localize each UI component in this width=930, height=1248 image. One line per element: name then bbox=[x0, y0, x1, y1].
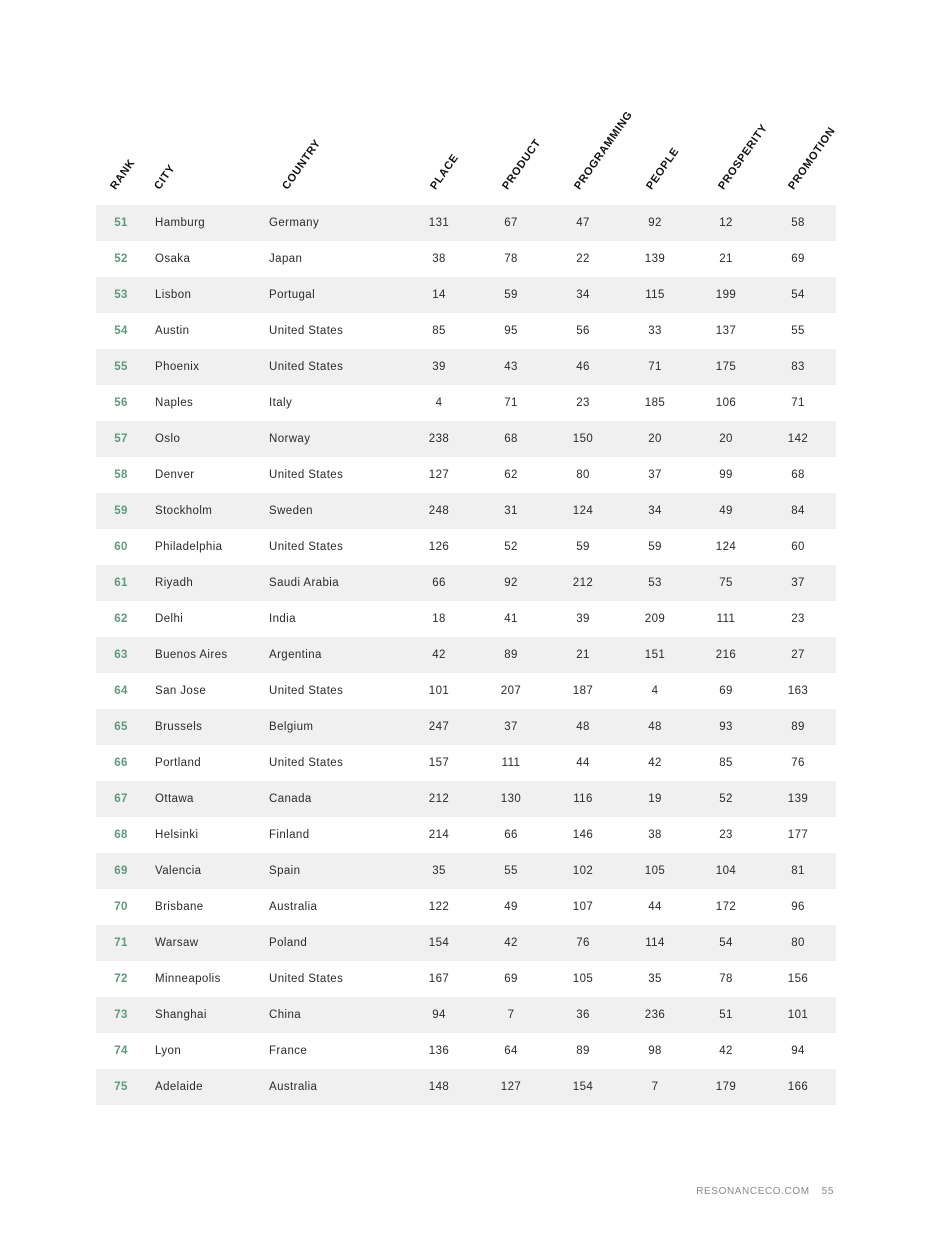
rank-cell: 66 bbox=[114, 757, 128, 769]
table-row bbox=[96, 889, 836, 925]
city-cell: Osaka bbox=[155, 253, 191, 265]
table-row bbox=[96, 1069, 836, 1105]
city-cell: Lyon bbox=[155, 1045, 182, 1057]
place-cell: 126 bbox=[428, 541, 450, 553]
country-cell: Norway bbox=[269, 433, 311, 445]
column-header-product: PRODUCT bbox=[500, 137, 544, 192]
prosperity-cell: 124 bbox=[715, 541, 737, 553]
programming-cell: 80 bbox=[576, 469, 590, 481]
country-cell: Belgium bbox=[269, 721, 314, 733]
people-cell: 44 bbox=[648, 901, 662, 913]
table-row bbox=[96, 637, 836, 673]
promotion-cell: 94 bbox=[791, 1045, 805, 1057]
product-cell: 37 bbox=[504, 721, 518, 733]
programming-cell: 22 bbox=[576, 253, 590, 265]
country-cell: Australia bbox=[269, 901, 318, 913]
country-cell: United States bbox=[269, 469, 344, 481]
programming-cell: 34 bbox=[576, 289, 590, 301]
programming-cell: 154 bbox=[572, 1081, 594, 1093]
promotion-cell: 76 bbox=[791, 757, 805, 769]
country-cell: Sweden bbox=[269, 505, 313, 517]
promotion-cell: 81 bbox=[791, 865, 805, 877]
footer-site: RESONANCECO.COM bbox=[696, 1186, 810, 1197]
programming-cell: 105 bbox=[572, 973, 594, 985]
programming-cell: 47 bbox=[576, 217, 590, 229]
country-cell: United States bbox=[269, 685, 344, 697]
place-cell: 122 bbox=[428, 901, 450, 913]
place-cell: 136 bbox=[428, 1045, 450, 1057]
people-cell: 98 bbox=[648, 1045, 662, 1057]
people-cell: 71 bbox=[648, 361, 662, 373]
table-row bbox=[96, 961, 836, 997]
product-cell: 127 bbox=[500, 1081, 522, 1093]
promotion-cell: 27 bbox=[791, 649, 805, 661]
country-cell: Australia bbox=[269, 1081, 318, 1093]
promotion-cell: 23 bbox=[791, 613, 805, 625]
product-cell: 68 bbox=[504, 433, 518, 445]
city-cell: Hamburg bbox=[155, 217, 206, 229]
table-row bbox=[96, 781, 836, 817]
place-cell: 238 bbox=[428, 433, 450, 445]
programming-cell: 36 bbox=[576, 1009, 590, 1021]
rank-cell: 65 bbox=[114, 721, 128, 733]
country-cell: France bbox=[269, 1045, 308, 1057]
table-row bbox=[96, 709, 836, 745]
rank-cell: 57 bbox=[114, 433, 128, 445]
promotion-cell: 142 bbox=[787, 433, 809, 445]
prosperity-cell: 75 bbox=[719, 577, 733, 589]
prosperity-cell: 179 bbox=[715, 1081, 737, 1093]
product-cell: 67 bbox=[504, 217, 518, 229]
programming-cell: 59 bbox=[576, 541, 590, 553]
promotion-cell: 71 bbox=[791, 397, 805, 409]
rank-cell: 72 bbox=[114, 973, 128, 985]
prosperity-cell: 137 bbox=[715, 325, 737, 337]
prosperity-cell: 104 bbox=[715, 865, 737, 877]
product-cell: 43 bbox=[504, 361, 518, 373]
city-cell: Austin bbox=[155, 325, 190, 337]
column-header-rank: RANK bbox=[108, 157, 138, 192]
country-cell: China bbox=[269, 1009, 302, 1021]
product-cell: 207 bbox=[500, 685, 522, 697]
table-row bbox=[96, 313, 836, 349]
prosperity-cell: 12 bbox=[719, 217, 733, 229]
rank-cell: 52 bbox=[114, 253, 128, 265]
promotion-cell: 37 bbox=[791, 577, 805, 589]
people-cell: 42 bbox=[648, 757, 662, 769]
rank-cell: 61 bbox=[114, 577, 128, 589]
people-cell: 20 bbox=[648, 433, 662, 445]
table-row bbox=[96, 241, 836, 277]
country-cell: India bbox=[269, 613, 296, 625]
promotion-cell: 96 bbox=[791, 901, 805, 913]
product-cell: 111 bbox=[501, 757, 521, 769]
people-cell: 38 bbox=[648, 829, 662, 841]
place-cell: 4 bbox=[435, 397, 443, 409]
country-cell: Japan bbox=[269, 253, 303, 265]
people-cell: 34 bbox=[648, 505, 662, 517]
place-cell: 42 bbox=[432, 649, 446, 661]
place-cell: 127 bbox=[428, 469, 450, 481]
rank-cell: 62 bbox=[114, 613, 128, 625]
city-cell: Stockholm bbox=[155, 505, 213, 517]
country-cell: Saudi Arabia bbox=[269, 577, 340, 589]
product-cell: 130 bbox=[500, 793, 522, 805]
rank-cell: 73 bbox=[114, 1009, 128, 1021]
city-cell: Valencia bbox=[155, 865, 202, 877]
promotion-cell: 69 bbox=[791, 253, 805, 265]
programming-cell: 48 bbox=[576, 721, 590, 733]
city-cell: San Jose bbox=[155, 685, 207, 697]
programming-cell: 89 bbox=[576, 1045, 590, 1057]
programming-cell: 39 bbox=[576, 613, 590, 625]
programming-cell: 146 bbox=[572, 829, 594, 841]
people-cell: 37 bbox=[648, 469, 662, 481]
country-cell: Argentina bbox=[269, 649, 322, 661]
product-cell: 66 bbox=[504, 829, 518, 841]
city-cell: Denver bbox=[155, 469, 195, 481]
people-cell: 114 bbox=[645, 937, 665, 949]
table-row bbox=[96, 457, 836, 493]
prosperity-cell: 69 bbox=[719, 685, 733, 697]
city-cell: Oslo bbox=[155, 433, 181, 445]
place-cell: 248 bbox=[428, 505, 450, 517]
promotion-cell: 68 bbox=[791, 469, 805, 481]
table-row bbox=[96, 601, 836, 637]
product-cell: 59 bbox=[504, 289, 518, 301]
prosperity-cell: 199 bbox=[715, 289, 737, 301]
prosperity-cell: 106 bbox=[715, 397, 737, 409]
city-cell: Naples bbox=[155, 397, 194, 409]
programming-cell: 44 bbox=[576, 757, 590, 769]
promotion-cell: 54 bbox=[791, 289, 805, 301]
promotion-cell: 60 bbox=[791, 541, 805, 553]
city-cell: Phoenix bbox=[155, 361, 200, 373]
country-cell: Canada bbox=[269, 793, 312, 805]
programming-cell: 102 bbox=[572, 865, 594, 877]
people-cell: 53 bbox=[648, 577, 662, 589]
city-cell: Riyadh bbox=[155, 577, 194, 589]
prosperity-cell: 23 bbox=[719, 829, 733, 841]
people-cell: 59 bbox=[648, 541, 662, 553]
rank-cell: 56 bbox=[114, 397, 128, 409]
prosperity-cell: 172 bbox=[715, 901, 737, 913]
table-row bbox=[96, 1033, 836, 1069]
product-cell: 71 bbox=[504, 397, 518, 409]
table-row bbox=[96, 853, 836, 889]
city-cell: Brussels bbox=[155, 721, 203, 733]
city-cell: Philadelphia bbox=[155, 541, 223, 553]
place-cell: 85 bbox=[432, 325, 446, 337]
column-header-programming: PROGRAMMING bbox=[572, 109, 636, 192]
people-cell: 33 bbox=[648, 325, 662, 337]
page-number: 55 bbox=[821, 1186, 834, 1197]
table-row bbox=[96, 673, 836, 709]
rank-cell: 55 bbox=[114, 361, 128, 373]
rank-cell: 60 bbox=[114, 541, 128, 553]
product-cell: 7 bbox=[507, 1009, 515, 1021]
product-cell: 31 bbox=[504, 505, 518, 517]
place-cell: 66 bbox=[432, 577, 446, 589]
place-cell: 212 bbox=[428, 793, 450, 805]
prosperity-cell: 99 bbox=[719, 469, 733, 481]
prosperity-cell: 78 bbox=[719, 973, 733, 985]
product-cell: 41 bbox=[504, 613, 518, 625]
place-cell: 247 bbox=[428, 721, 450, 733]
place-cell: 18 bbox=[432, 613, 446, 625]
country-cell: United States bbox=[269, 541, 344, 553]
programming-cell: 21 bbox=[576, 649, 590, 661]
people-cell: 35 bbox=[648, 973, 662, 985]
people-cell: 7 bbox=[651, 1081, 659, 1093]
people-cell: 151 bbox=[644, 649, 666, 661]
people-cell: 236 bbox=[644, 1009, 666, 1021]
table-row bbox=[96, 205, 836, 241]
place-cell: 101 bbox=[428, 685, 450, 697]
country-cell: United States bbox=[269, 361, 344, 373]
product-cell: 92 bbox=[504, 577, 518, 589]
product-cell: 49 bbox=[504, 901, 518, 913]
programming-cell: 56 bbox=[576, 325, 590, 337]
people-cell: 139 bbox=[644, 253, 666, 265]
promotion-cell: 156 bbox=[787, 973, 809, 985]
place-cell: 131 bbox=[428, 217, 450, 229]
table-header bbox=[96, 0, 839, 204]
people-cell: 19 bbox=[648, 793, 662, 805]
column-header-country: COUNTRY bbox=[280, 137, 324, 192]
place-cell: 148 bbox=[428, 1081, 450, 1093]
promotion-cell: 89 bbox=[791, 721, 805, 733]
rank-cell: 59 bbox=[114, 505, 128, 517]
prosperity-cell: 54 bbox=[719, 937, 733, 949]
prosperity-cell: 20 bbox=[719, 433, 733, 445]
programming-cell: 116 bbox=[573, 793, 593, 805]
place-cell: 94 bbox=[432, 1009, 446, 1021]
country-cell: Poland bbox=[269, 937, 308, 949]
promotion-cell: 84 bbox=[791, 505, 805, 517]
programming-cell: 76 bbox=[576, 937, 590, 949]
promotion-cell: 177 bbox=[787, 829, 809, 841]
place-cell: 214 bbox=[428, 829, 450, 841]
place-cell: 167 bbox=[428, 973, 450, 985]
rank-cell: 69 bbox=[114, 865, 128, 877]
rank-cell: 58 bbox=[114, 469, 128, 481]
country-cell: Germany bbox=[269, 217, 320, 229]
promotion-cell: 163 bbox=[787, 685, 809, 697]
rank-cell: 75 bbox=[114, 1081, 128, 1093]
place-cell: 157 bbox=[428, 757, 450, 769]
product-cell: 52 bbox=[504, 541, 518, 553]
product-cell: 55 bbox=[504, 865, 518, 877]
table-row bbox=[96, 277, 836, 313]
table-row bbox=[96, 925, 836, 961]
place-cell: 14 bbox=[432, 289, 446, 301]
rank-cell: 54 bbox=[114, 325, 128, 337]
table-row bbox=[96, 817, 836, 853]
rank-cell: 63 bbox=[114, 649, 128, 661]
prosperity-cell: 49 bbox=[719, 505, 733, 517]
promotion-cell: 80 bbox=[791, 937, 805, 949]
city-cell: Shanghai bbox=[155, 1009, 207, 1021]
rank-cell: 64 bbox=[114, 685, 128, 697]
page-footer bbox=[696, 1186, 834, 1197]
table-row bbox=[96, 745, 836, 781]
column-header-prosperity: PROSPERITY bbox=[716, 122, 771, 192]
prosperity-cell: 21 bbox=[719, 253, 733, 265]
promotion-cell: 58 bbox=[791, 217, 805, 229]
table-row bbox=[96, 565, 836, 601]
place-cell: 154 bbox=[428, 937, 450, 949]
country-cell: Finland bbox=[269, 829, 310, 841]
city-cell: Adelaide bbox=[155, 1081, 203, 1093]
table-row bbox=[96, 349, 836, 385]
table-body bbox=[96, 205, 836, 1105]
country-cell: Italy bbox=[269, 397, 293, 409]
rank-cell: 51 bbox=[114, 217, 128, 229]
country-cell: United States bbox=[269, 325, 344, 337]
prosperity-cell: 85 bbox=[719, 757, 733, 769]
programming-cell: 23 bbox=[576, 397, 590, 409]
country-cell: United States bbox=[269, 973, 344, 985]
people-cell: 48 bbox=[648, 721, 662, 733]
programming-cell: 212 bbox=[572, 577, 594, 589]
programming-cell: 124 bbox=[572, 505, 594, 517]
place-cell: 38 bbox=[432, 253, 446, 265]
product-cell: 42 bbox=[504, 937, 518, 949]
promotion-cell: 101 bbox=[787, 1009, 809, 1021]
city-cell: Helsinki bbox=[155, 829, 199, 841]
rank-cell: 68 bbox=[114, 829, 128, 841]
city-cell: Portland bbox=[155, 757, 202, 769]
rank-cell: 70 bbox=[114, 901, 128, 913]
product-cell: 95 bbox=[504, 325, 518, 337]
place-cell: 39 bbox=[432, 361, 446, 373]
product-cell: 78 bbox=[504, 253, 518, 265]
product-cell: 64 bbox=[504, 1045, 518, 1057]
prosperity-cell: 175 bbox=[715, 361, 737, 373]
column-header-city: CITY bbox=[152, 162, 178, 192]
prosperity-cell: 42 bbox=[719, 1045, 733, 1057]
rank-cell: 71 bbox=[114, 937, 128, 949]
column-header-people: PEOPLE bbox=[644, 145, 682, 192]
promotion-cell: 166 bbox=[787, 1081, 809, 1093]
prosperity-cell: 51 bbox=[719, 1009, 733, 1021]
country-cell: Spain bbox=[269, 865, 301, 877]
table-row bbox=[96, 493, 836, 529]
table-row bbox=[96, 421, 836, 457]
table-row bbox=[96, 529, 836, 565]
people-cell: 115 bbox=[645, 289, 665, 301]
product-cell: 69 bbox=[504, 973, 518, 985]
city-cell: Brisbane bbox=[155, 901, 204, 913]
programming-cell: 150 bbox=[572, 433, 594, 445]
product-cell: 89 bbox=[504, 649, 518, 661]
people-cell: 105 bbox=[644, 865, 666, 877]
promotion-cell: 139 bbox=[787, 793, 809, 805]
city-cell: Minneapolis bbox=[155, 973, 221, 985]
people-cell: 209 bbox=[644, 613, 666, 625]
rank-cell: 67 bbox=[114, 793, 128, 805]
prosperity-cell: 93 bbox=[719, 721, 733, 733]
promotion-cell: 55 bbox=[791, 325, 805, 337]
rank-cell: 53 bbox=[114, 289, 128, 301]
programming-cell: 187 bbox=[572, 685, 594, 697]
programming-cell: 46 bbox=[576, 361, 590, 373]
prosperity-cell: 111 bbox=[716, 613, 736, 625]
country-cell: United States bbox=[269, 757, 344, 769]
city-cell: Buenos Aires bbox=[155, 649, 228, 661]
people-cell: 92 bbox=[648, 217, 662, 229]
place-cell: 35 bbox=[432, 865, 446, 877]
people-cell: 4 bbox=[651, 685, 659, 697]
column-header-place: PLACE bbox=[428, 152, 462, 192]
table-row bbox=[96, 997, 836, 1033]
table-row bbox=[96, 385, 836, 421]
rank-cell: 74 bbox=[114, 1045, 128, 1057]
prosperity-cell: 216 bbox=[715, 649, 737, 661]
prosperity-cell: 52 bbox=[719, 793, 733, 805]
promotion-cell: 83 bbox=[791, 361, 805, 373]
city-cell: Delhi bbox=[155, 613, 184, 625]
city-cell: Warsaw bbox=[155, 937, 199, 949]
column-header-promotion: PROMOTION bbox=[786, 125, 839, 192]
people-cell: 185 bbox=[644, 397, 666, 409]
city-cell: Lisbon bbox=[155, 289, 192, 301]
programming-cell: 107 bbox=[572, 901, 594, 913]
city-cell: Ottawa bbox=[155, 793, 194, 805]
country-cell: Portugal bbox=[269, 289, 316, 301]
product-cell: 62 bbox=[504, 469, 518, 481]
